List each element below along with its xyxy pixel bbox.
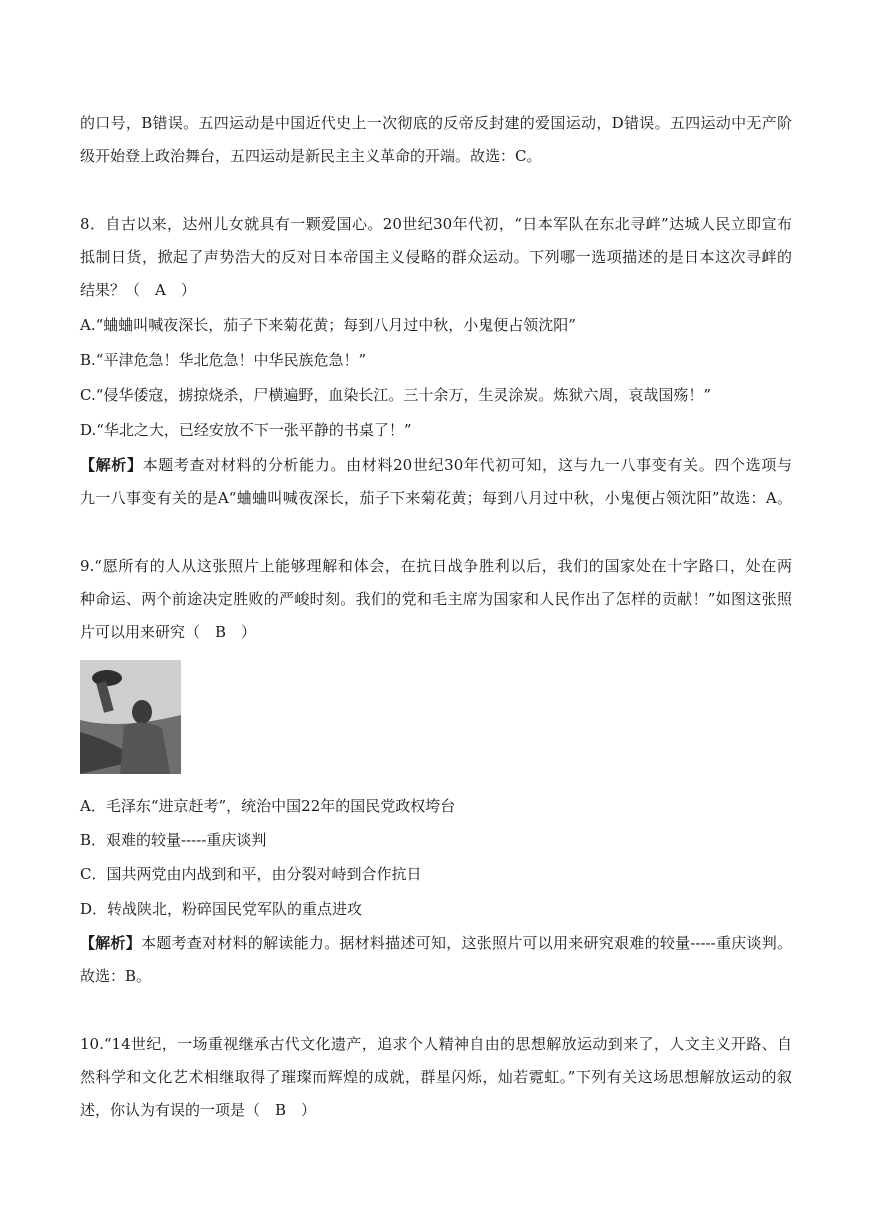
q9-stem-line-1: 9.“愿所有的人从这张照片上能够理解和体会，在抗日战争胜利以后，我们的国家处在十字路口，处在两: [80, 557, 792, 575]
q8-analysis-line-1: [80, 454, 792, 476]
q9-analysis-line-1: [80, 932, 792, 954]
q9-option-d: D．转战陕北，粉碎国民党军队的重点进攻: [80, 900, 363, 918]
q8-stem-line-2: 抵制日货，掀起了声势浩大的反对日本帝国主义侵略的群众运动。下列哪一选项描述的是日本这次寻衅的: [80, 248, 792, 266]
q9-analysis-text-1: 本题考查对材料的解读能力。据材料描述可知，这张照片可以用来研究艰难的较量-----重庆谈判。: [141, 934, 792, 952]
q9-option-c: C．国共两党由内战到和平，由分裂对峙到合作抗日: [80, 865, 422, 883]
q9-option-a: A．毛泽东“进京赶考”，统治中国22年的国民党政权垮台: [80, 797, 456, 815]
q8-stem-line-1: 8．自古以来，达州儿女就具有一颗爱国心。20世纪30年代初，“日本军队在东北寻衅”达城人民立即宣布: [80, 215, 792, 233]
q8-analysis-tag: 【解析】: [80, 456, 143, 474]
q9-analysis-tag: 【解析】: [80, 934, 142, 952]
q10-stem-line-2: 然科学和文化艺术相继取得了璀璨而辉煌的成就，群星闪烁，灿若霓虹。”下列有关这场思想解放运动的叙: [80, 1068, 792, 1086]
q9-option-b: B．艰难的较量-----重庆谈判: [80, 831, 267, 849]
q8-option-a: A.“蛐蛐叫喊夜深长，茄子下来菊花黄；每到八月过中秋，小鬼便占领沈阳”: [80, 316, 576, 334]
q9-stem-line-3: 片可以用来研究（ B ）: [80, 623, 257, 641]
historical-photo: [80, 660, 181, 774]
q8-option-d: D.“华北之大，已经安放不下一张平静的书桌了！”: [80, 421, 412, 439]
q8-option-c: C.“侵华倭寇，掳掠烧杀，尸横遍野，血染长江。三十余万，生灵涂炭。炼狱六周，哀哉国殇！”: [80, 386, 712, 404]
q8-analysis-line-2: 九一八事变有关的是A“蛐蛐叫喊夜深长，茄子下来菊花黄；每到八月过中秋，小鬼便占领沈阳”故选：A。: [80, 489, 792, 507]
q7-tail-line-2: 级开始登上政治舞台，五四运动是新民主主义革命的开端。故选：C。: [80, 147, 542, 165]
q8-option-b: B.“平津危急！华北危急！中华民族危急！”: [80, 351, 367, 369]
photo-illustration: [80, 660, 181, 774]
q8-stem-line-3: 结果？（ A ）: [80, 281, 196, 299]
q7-tail-line-1: 的口号，B错误。五四运动是中国近代史上一次彻底的反帝反封建的爱国运动，D错误。五四运动中无产阶: [80, 114, 792, 132]
q10-stem-line-3: 述，你认为有误的一项是（ B ）: [80, 1101, 317, 1119]
q9-analysis-line-2: 故选：B。: [80, 967, 152, 985]
q10-stem-line-1: 10.“14世纪，一场重视继承古代文化遗产，追求个人精神自由的思想解放运动到来了，人文主义开路、自: [80, 1035, 792, 1053]
q8-analysis-text-1: 本题考查对材料的分析能力。由材料20世纪30年代初可知，这与九一八事变有关。四个选项与: [142, 456, 792, 474]
q9-stem-line-2: 种命运、两个前途决定胜败的严峻时刻。我们的党和毛主席为国家和人民作出了怎样的贡献！”如图这张照: [80, 590, 792, 608]
